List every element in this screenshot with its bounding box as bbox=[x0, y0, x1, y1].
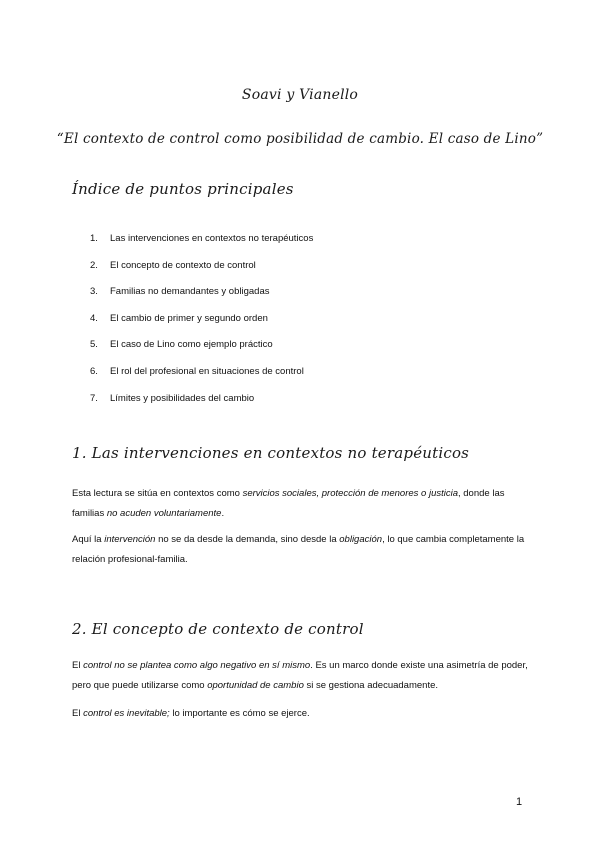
emphasis-text: obligación bbox=[339, 534, 383, 545]
toc-item bbox=[90, 366, 313, 393]
toc-item bbox=[90, 393, 313, 420]
author-line: Soavi y Vianello bbox=[241, 87, 359, 103]
table-of-contents bbox=[90, 233, 313, 419]
toc-item-text: El caso de Lino como ejemplo práctico bbox=[110, 339, 273, 351]
index-heading: Índice de puntos principales bbox=[72, 180, 294, 198]
toc-item-number: 1. bbox=[90, 233, 98, 244]
section-1-paragraph-2 bbox=[72, 530, 532, 570]
text-run: Esta lectura se sitúa en contextos como bbox=[72, 488, 243, 499]
text-run: . Es un marco donde existe una asimetría de poder, pero que puede utilizarse como bbox=[72, 660, 528, 691]
toc-item-text: El concepto de contexto de control bbox=[110, 259, 256, 271]
section-2-heading: 2. El concepto de contexto de control bbox=[72, 620, 364, 638]
toc-item bbox=[90, 233, 313, 260]
toc-item-number: 2. bbox=[90, 259, 98, 271]
emphasis-text: no acuden voluntariamente bbox=[106, 508, 222, 519]
text-run: . bbox=[221, 508, 225, 519]
toc-item-number: 7. bbox=[90, 392, 98, 404]
toc-item-text: El cambio de primer y segundo orden bbox=[110, 312, 268, 324]
document-subtitle: “El contexto de control como posibilidad de cambio. El caso de Lino” bbox=[56, 131, 544, 147]
toc-item-number: 5. bbox=[90, 339, 98, 351]
emphasis-text: oportunidad de cambio bbox=[207, 680, 304, 691]
toc-item bbox=[90, 339, 313, 366]
section-2-paragraph-2 bbox=[72, 704, 532, 724]
text-run: , donde las familias bbox=[72, 488, 505, 519]
toc-item-number: 3. bbox=[90, 286, 98, 298]
text-run: , lo que cambia completamente la relación profesional-familia. bbox=[72, 534, 525, 565]
toc-item bbox=[90, 286, 313, 313]
text-run: El bbox=[72, 708, 84, 719]
section-1-heading: 1. Las intervenciones en contextos no terapéuticos bbox=[72, 444, 470, 462]
emphasis-text: control es inevitable; bbox=[83, 708, 170, 719]
section-2-paragraph-1 bbox=[72, 656, 532, 696]
emphasis-text: intervención bbox=[104, 534, 156, 545]
emphasis-text: control no se plantea como algo negativo en sí mismo bbox=[83, 660, 311, 671]
page-number: 1 bbox=[516, 796, 523, 808]
toc-item bbox=[90, 260, 313, 287]
toc-item-text: Familias no demandantes y obligadas bbox=[110, 286, 270, 298]
text-run: si se gestiona adecuadamente. bbox=[303, 680, 439, 691]
emphasis-text: servicios sociales, protección de menores o justicia bbox=[242, 488, 458, 499]
toc-item-text: El rol del profesional en situaciones de control bbox=[110, 365, 304, 377]
toc-item-text: Límites y posibilidades del cambio bbox=[110, 392, 255, 404]
toc-item-text: Las intervenciones en contextos no terapéuticos bbox=[110, 233, 314, 244]
toc-item bbox=[90, 313, 313, 340]
section-1-paragraph-1 bbox=[72, 484, 532, 524]
text-run: lo importante es cómo se ejerce. bbox=[169, 708, 310, 719]
toc-item-number: 6. bbox=[90, 365, 98, 377]
text-run: Aquí la bbox=[72, 534, 105, 545]
toc-item-number: 4. bbox=[90, 312, 98, 324]
text-run: no se da desde la demanda, sino desde la bbox=[155, 534, 340, 545]
text-run: El bbox=[72, 660, 84, 671]
